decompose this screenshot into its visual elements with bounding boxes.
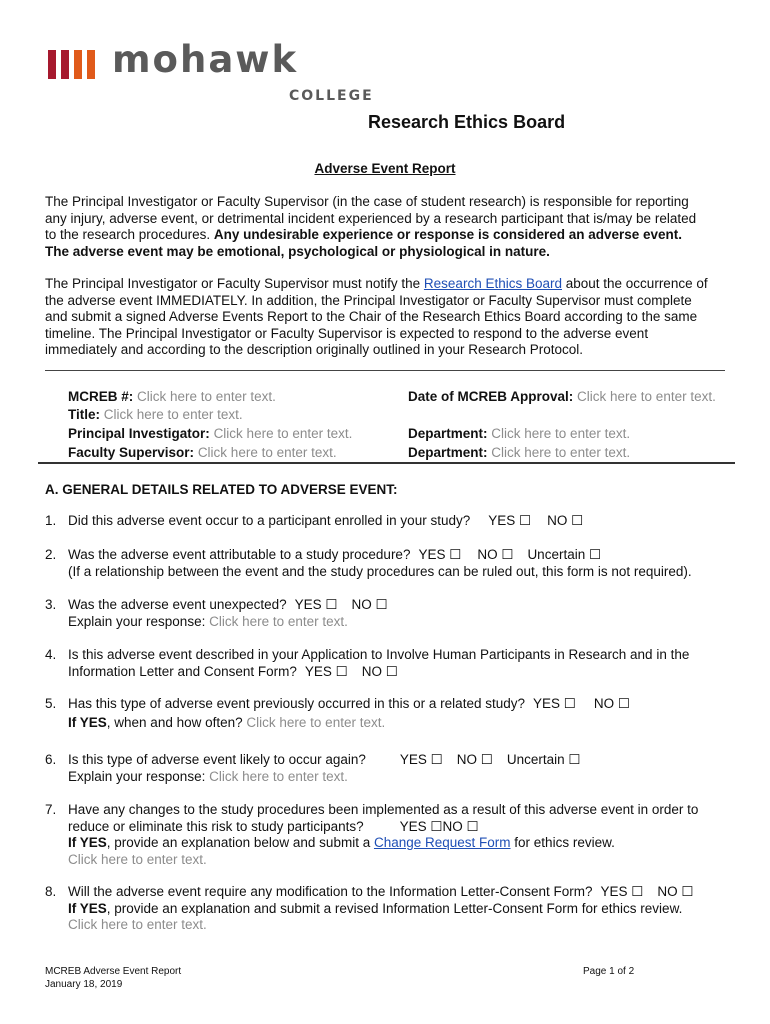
q4-no-checkbox[interactable]: NO ☐	[361, 663, 398, 679]
section-divider	[45, 370, 725, 371]
fs-department-field[interactable]: Department: Click here to enter text.	[408, 445, 631, 460]
q2-uncertain-checkbox[interactable]: Uncertain ☐	[527, 547, 602, 562]
pi-department-field[interactable]: Department: Click here to enter text.	[408, 426, 631, 441]
mcreb-number-field[interactable]: MCREB #: Click here to enter text.	[68, 389, 276, 404]
q8-explain-field[interactable]: Click here to enter text.	[68, 917, 207, 932]
question-5: 5. Has this type of adverse event previously occurred in this or a related study? YES ☐ NO ☐ If YES, when and how often? Click here to enter text.	[45, 696, 745, 731]
research-ethics-board-link[interactable]: Research Ethics Board	[423, 276, 562, 291]
principal-investigator-field[interactable]: Principal Investigator: Click here to enter text.	[68, 426, 353, 441]
q6-explain-field[interactable]: Explain your response: Click here to enter text.	[68, 768, 348, 784]
mohawk-college-logo	[48, 38, 388, 106]
page-number: Page 1 of 2	[583, 966, 635, 977]
q3-yes-checkbox[interactable]: YES ☐	[294, 597, 338, 612]
q2-yes-checkbox[interactable]: YES ☐	[418, 547, 462, 562]
info-bottom-rule	[38, 462, 735, 464]
intro-paragraph-1: The Principal Investigator or Faculty Supervisor (in the case of student research) is responsible for reporting any injury, adverse event, or detrimental incident experienced by a research participant that is/may be related to the research procedures. Any undesirable experience or response is considered an adverse event. The adverse event may be emotional, psychological or physiological in nature.	[45, 194, 697, 259]
q7-explain-field[interactable]: Click here to enter text.	[68, 851, 207, 867]
question-1: 1. Did this adverse event occur to a participant enrolled in your study? YES ☐ NO ☐	[45, 513, 584, 528]
question-2: 2. Was the adverse event attributable to a study procedure? YES ☐ NO ☐ Uncertain ☐ (If a relationship between the event and the study procedures can be ruled out, this form is not required).	[45, 547, 692, 579]
faculty-supervisor-field[interactable]: Faculty Supervisor: Click here to enter text.	[68, 445, 337, 460]
section-a-heading: A. GENERAL DETAILS RELATED TO ADVERSE EVENT:	[45, 482, 398, 497]
q3-explain-field[interactable]: Explain your response: Click here to enter text.	[68, 613, 348, 629]
q8-yes-checkbox[interactable]: YES ☐	[600, 884, 644, 899]
q8-no-checkbox[interactable]: NO ☐	[657, 884, 694, 899]
approval-date-field[interactable]: Date of MCREB Approval: Click here to enter text.	[408, 389, 716, 404]
page-title: Research Ethics Board	[368, 112, 566, 132]
q7-yes-checkbox[interactable]: YES ☐	[399, 818, 443, 834]
logo-wordmark: mohawk	[112, 38, 299, 81]
question-6: 6. Is this type of adverse event likely to occur again? YES ☐ NO ☐ Uncertain ☐ Explain your response: Click here to enter text.	[45, 752, 745, 785]
q6-yes-checkbox[interactable]: YES ☐	[399, 752, 443, 767]
question-4: 4. Is this adverse event described in your Application to Involve Human Participants in Research and in the Information Letter and Consent Form? YES ☐ NO ☐	[45, 647, 690, 679]
q5-no-checkbox[interactable]: NO ☐	[593, 696, 630, 711]
question-7: 7. Have any changes to the study procedures been implemented as a result of this adverse event in order to reduce or eliminate this risk to study participants? YES ☐NO ☐ If YES, provide an explanation below and submit a Change Request Form for ethics review. Click here to enter text.	[45, 802, 745, 868]
q2-no-checkbox[interactable]: NO ☐	[477, 547, 514, 562]
intro-paragraph-2: The Principal Investigator or Faculty Supervisor must notify the Research Ethics Board about the occurrence of the adverse event IMMEDIATELY. In addition, the Principal Investigator or Faculty Supervisor must complete and submit a signed Adverse Events Report to the Chair of the Research Ethics Board according to the same timeline. The Principal Investigator or Faculty Supervisor is expected to respond to the adverse event immediately and according to the description originally outlined in your Research Protocol.	[45, 276, 708, 357]
q5-details-field[interactable]: If YES, when and how often? Click here to enter text.	[68, 714, 386, 730]
study-title-field[interactable]: Title: Click here to enter text.	[68, 407, 243, 422]
q3-no-checkbox[interactable]: NO ☐	[351, 597, 388, 612]
q6-uncertain-checkbox[interactable]: Uncertain ☐	[506, 752, 581, 767]
footer-left: MCREB Adverse Event Report January 18, 2019	[45, 966, 182, 990]
q5-yes-checkbox[interactable]: YES ☐	[532, 696, 576, 711]
form-subtitle: Adverse Event Report	[314, 161, 456, 176]
q4-yes-checkbox[interactable]: YES ☐	[304, 663, 348, 679]
q1-no-checkbox[interactable]: NO ☐	[547, 513, 584, 528]
question-3: 3. Was the adverse event unexpected? YES ☐ NO ☐ Explain your response: Click here to enter text.	[45, 597, 745, 630]
q6-no-checkbox[interactable]: NO ☐	[456, 752, 493, 767]
q1-yes-checkbox[interactable]: YES ☐	[488, 513, 532, 528]
q7-no-checkbox[interactable]: NO ☐	[442, 818, 479, 834]
question-8: 8. Will the adverse event require any modification to the Information Letter-Consent Form? YES ☐ NO ☐ If YES, provide an explanation and submit a revised Information Letter-Consent Form for ethics review. Click here to enter text.	[45, 884, 745, 934]
logo-subtitle: COLLEGE	[289, 88, 374, 104]
change-request-form-link[interactable]: Change Request Form	[373, 835, 511, 850]
